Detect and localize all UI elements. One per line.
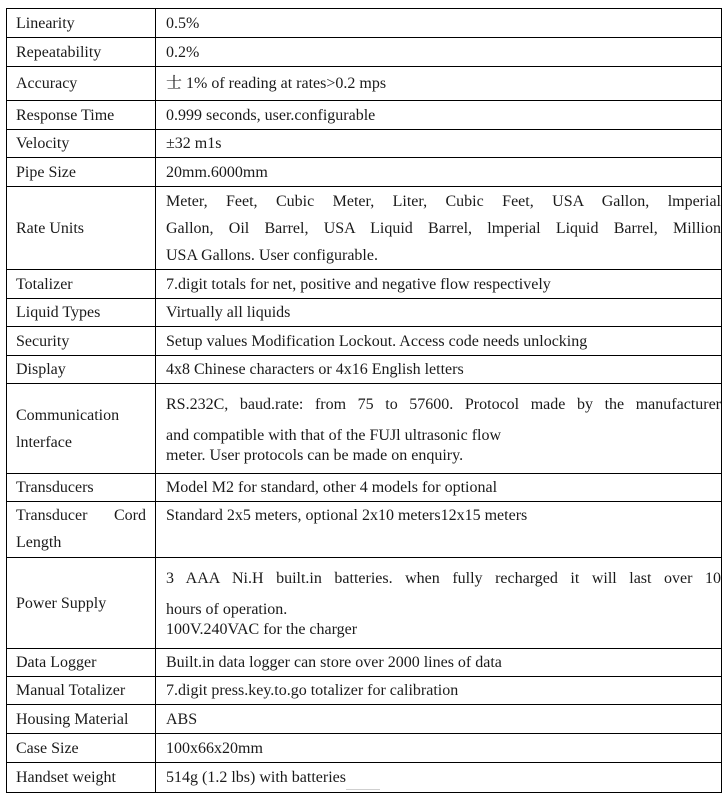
spec-row-linearity xyxy=(7,9,722,38)
spec-value-line: Gallon, Oil Barrel, USA Liquid Barrel, lmperial Liquid Barrel, Million xyxy=(166,219,721,237)
spec-label: Repeatability xyxy=(7,38,156,67)
spec-value-line: and compatible with that of the FUJl ultrasonic flow xyxy=(166,426,502,444)
spec-label xyxy=(7,502,156,558)
spec-value: ±32 m1s xyxy=(156,130,722,158)
spec-label: Data Logger xyxy=(7,649,156,677)
spec-row-repeatability xyxy=(7,38,722,67)
spec-row-housing-material xyxy=(7,705,722,734)
spec-label-line: Communication xyxy=(16,406,120,424)
spec-label-line: Transducer Cord xyxy=(16,507,146,524)
spec-row-manual-totalizer xyxy=(7,677,722,705)
spec-label: Housing Material xyxy=(7,705,156,734)
spec-row-totalizer xyxy=(7,270,722,299)
spec-value-line: Meter, Feet, Cubic Meter, Liter, Cubic Feet, USA Gallon, lmperial xyxy=(166,192,721,210)
spec-value-line: 100V.240VAC for the charger xyxy=(166,621,358,638)
spec-value-line: RS.232C, baud.rate: from 75 to 57600. Protocol made by the manufacturer xyxy=(166,395,721,413)
spec-label: Liquid Types xyxy=(7,299,156,327)
spec-value: 7.digit totals for net, positive and negative flow respectively xyxy=(156,270,722,299)
spec-label: Response Time xyxy=(7,101,156,130)
spec-label-line: Length xyxy=(16,534,62,551)
spec-label: Handset weight xyxy=(7,763,156,793)
spec-value-line: USA Gallons. User configurable. xyxy=(166,246,378,264)
spec-row-case-size xyxy=(7,734,722,763)
spec-row-pipe-size xyxy=(7,158,722,187)
line-gap xyxy=(166,592,721,601)
spec-row-transducer-cord-length xyxy=(7,502,722,558)
spec-label: Velocity xyxy=(7,130,156,158)
spec-label: Rate Units xyxy=(7,187,156,270)
spec-value: 4x8 Chinese characters or 4x16 English letters xyxy=(156,356,722,384)
spec-row-communication-interface xyxy=(7,384,722,474)
spec-row-power-supply xyxy=(7,558,722,649)
spec-value: Virtually all liquids xyxy=(156,299,722,327)
line-gap xyxy=(166,418,721,427)
spec-value-line: meter. User protocols can be made on enquiry. xyxy=(166,446,464,464)
spec-row-transducers xyxy=(7,474,722,502)
spec-value: 7.digit press.key.to.go totalizer for calibration xyxy=(156,677,722,705)
spec-label-line: lnterface xyxy=(16,433,72,451)
spec-label: Power Supply xyxy=(7,558,156,649)
spec-label: Transducers xyxy=(7,474,156,502)
spec-value xyxy=(156,384,722,474)
spec-value-line: hours of operation. xyxy=(166,601,288,618)
spec-value: Built.in data logger can store over 2000 lines of data xyxy=(156,649,722,677)
spec-value: 100x66x20mm xyxy=(156,734,722,763)
spec-row-display xyxy=(7,356,722,384)
specifications-table xyxy=(6,8,722,793)
spec-value: Model M2 for standard, other 4 models for optional xyxy=(156,474,722,502)
spec-row-response-time xyxy=(7,101,722,130)
spec-row-handset-weight xyxy=(7,763,722,793)
spec-row-rate-units xyxy=(7,187,722,270)
spec-row-velocity xyxy=(7,130,722,158)
spec-row-accuracy xyxy=(7,67,722,101)
spec-value: 0.2% xyxy=(156,38,722,67)
spec-label: Manual Totalizer xyxy=(7,677,156,705)
spec-value: Standard 2x5 meters, optional 2x10 meters12x15 meters xyxy=(156,502,722,558)
spec-row-liquid-types xyxy=(7,299,722,327)
spec-value-line: 3 AAA Ni.H built.in batteries. when fully recharged it will last over 10 xyxy=(166,570,721,587)
spec-value xyxy=(156,187,722,270)
spec-value xyxy=(156,558,722,649)
page-footer-mark xyxy=(346,789,380,790)
spec-row-security xyxy=(7,327,722,356)
spec-label: Accuracy xyxy=(7,67,156,101)
spec-value: Setup values Modification Lockout. Access code needs unlocking xyxy=(156,327,722,356)
spec-value: 0.999 seconds, user.configurable xyxy=(156,101,722,130)
spec-label: Security xyxy=(7,327,156,356)
spec-value: 士 1% of reading at rates>0.2 mps xyxy=(156,67,722,101)
spec-value: 0.5% xyxy=(156,9,722,38)
spec-label xyxy=(7,384,156,474)
spec-label: Totalizer xyxy=(7,270,156,299)
spec-label: Pipe Size xyxy=(7,158,156,187)
spec-label: Linearity xyxy=(7,9,156,38)
spec-value: 514g (1.2 lbs) with batteries xyxy=(156,763,722,793)
spec-label: Display xyxy=(7,356,156,384)
spec-row-data-logger xyxy=(7,649,722,677)
spec-label: Case Size xyxy=(7,734,156,763)
spec-value: 20mm.6000mm xyxy=(156,158,722,187)
spec-value: ABS xyxy=(156,705,722,734)
